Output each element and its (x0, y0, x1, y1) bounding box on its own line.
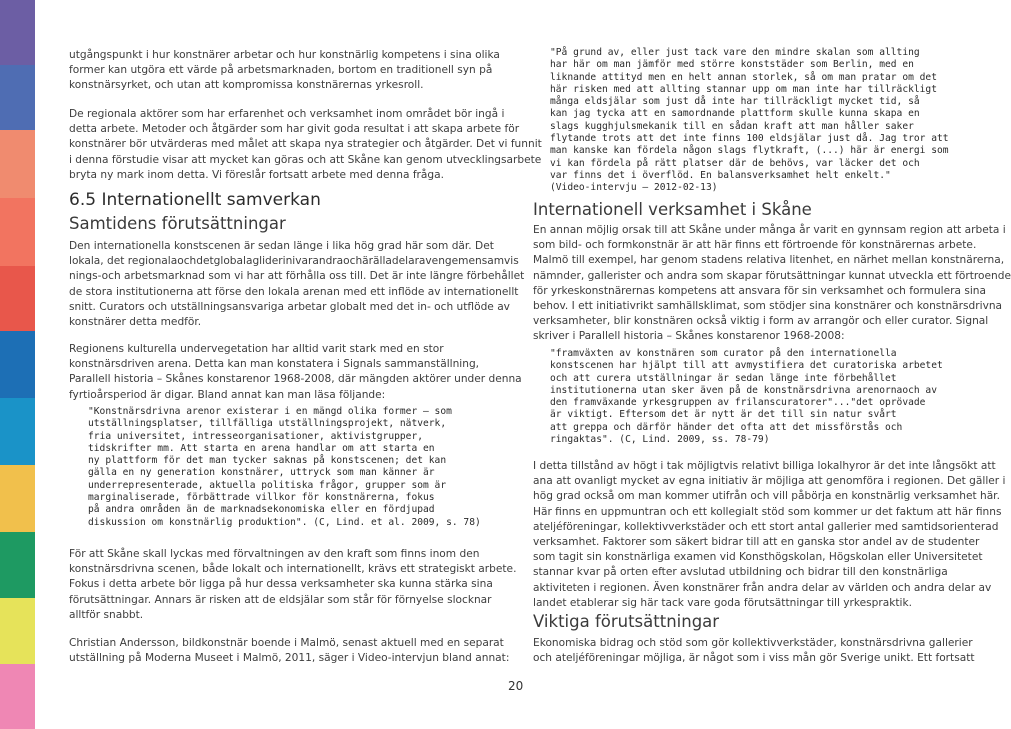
regions-paragraph: Regionens kulturella undervegetation har alltid varit stark med en stor konstnärsdriven arena. Detta kan man konstatera i Signals sammanställning, Parallell historia – Skånes konstarenor 1968-2008, där mängden aktörer under denna fyrtioårsperiod är digar. Bland annat kan man läsa följande: (69, 343, 522, 401)
color-stripe-bar (0, 0, 35, 729)
color-stripe (0, 598, 35, 664)
heading-viktiga: Viktiga förutsättningar (533, 612, 720, 631)
regional-paragraph: De regionala aktörer som har erfarenhet och verksamhet inom området bör ingå i detta arbete. Metoder och åtgärder som har givit goda resultat i att skapa arbete för konstnärer bör utvärderas med målet att skapa nya strategier och åtgärder. Det vi funnit i denna förstudie visar att mycket kan göras och att Skåne kan genom utvecklingsarbete bryta ny mark inom detta. Vi föreslår fortsatt arbete med denna fråga. (69, 108, 542, 181)
intro-paragraph: utgångspunkt i hur konstnärer arbetar och hur konstnärlig kompetens i sina olika former kan utgöra ett värde på arbetsmarknaden, bortom en traditionell syn på konstnärsyrket, och utan att kompromissa konstnärernas yrkesroll. (69, 49, 500, 92)
tillstand-paragraph: I detta tillstånd av högt i tak möjligtvis relativt billiga lokalhyror är det inte långsökt att ana att ovanligt mycket av egna initiativ är möjliga att genomföra i regionen. Det gäller i hög grad också om man kommer utifrån och vill påbörja en konstnärlig verksamhet här. Här finns en uppmuntran och ett kollegialt stöd som kommer ur det faktum att här finns ateljéföreningar, kollektivverkstäder och ett stort antal gallerier med samtidsorienterad verksamhet. Faktorer som säkert bidrar till att en ganska stor andel av de studenter som tagit sin konstnärliga examen vid Konsthögskolan, Högskolan eller Universitetet stannar kvar på orten efter avslutad utbildning och bidrar till den konstnärliga aktiviteten i regionen. Även konstnärer från andra delar av världen och andra delar av landet etablerar sig här tack vare goda förutsättningar till yrkespraktik. (533, 460, 1006, 609)
color-stripe (0, 331, 35, 398)
section-heading: 6.5 Internationellt samverkan (69, 190, 321, 210)
quote-block: "På grund av, eller just tack vare den mindre skalan som allting har här om man jämför med större konststäder som Berlin, med en liknande attityd men en helt annan storlek, så om man pratar om det här risken med att allting stannar upp om man inte har tillräckligt många eldsjälar som just då inte har tillräckligt mycket tid, så kan jag tycka att en samordnande plattform skulle kunna skapa en slags kugghjulsmekanik till en sådan kraft att man håller saker flytande trots att det inte finns 100 eldsjälar just då. Jag tror att man kanske kan fördela någon slags flytkraft, (...) här är energi som vi kan fördela på rätt platser där de behövs, var läcker det och var finns det i överflöd. En balansverksamhet helt enkelt." (Video-intervju – 2012-02-13) (550, 47, 949, 194)
heading-international: Internationell verksamhet i Skåne (533, 200, 812, 219)
color-stripe (0, 0, 35, 65)
section-subtitle: Samtidens förutsättningar (69, 214, 286, 233)
color-stripe (0, 65, 35, 130)
skane-paragraph: För att Skåne skall lyckas med förvaltningen av den kraft som finns inom den konstnärsdrivna scenen, både lokalt och internationellt, krävs ett strategiskt arbete. Fokus i detta arbete bör ligga på hur dessa verksamheter ska kunna stärka sina förutsättningar. Annars är risken att de eldsjälar som står för förnyelse slocknar alltför snabbt. (69, 548, 517, 621)
color-stripe (0, 664, 35, 729)
international-skane-paragraph: En annan möjlig orsak till att Skåne under många år varit en gynnsam region att arbeta i som bild- och formkonstnär är att här finns ett förtroende för konstnärernas arbete. Malmö till exempel, har genom stadens relativa litenhet, en närhet mellan konstnärerna, nämnder, gallerister och andra som skapar förutsättningar kunnat utveckla ett förtroende för yrkeskonstnärernas kompetens att ansvara för sin verksamhet och formulera sina behov. I ett initiativrikt samhällsklimat, som stödjer sina konstnärer och konstnärsdrivna verksamheter, blir konstnären också viktig i form av arrangör och eller curator. Signal skriver i Parallell historia – Skånes konstarenor 1968-2008: (533, 224, 1011, 343)
color-stripe (0, 198, 35, 266)
quote-block: "framväxten av konstnären som curator på den internationella konstscenen har hjälpt till att avmystifiera det curatoriska arbetet och att curera utställningar är sedan länge inte förbehållet institutionerna utan sker även på de konstnärsdrivna arenornaoch av den framväxande yrkesgruppen av frilanscuratorer"..."det oprövade är viktigt. Eftersom det är nytt är det till sin natur svårt att greppa och därför händer det ofta att det missförstås och ringaktas". (C, Lind. 2009, ss. 78-79) (550, 348, 943, 446)
color-stripe (0, 130, 35, 198)
color-stripe (0, 398, 35, 465)
christian-paragraph: Christian Andersson, bildkonstnär boende i Malmö, senast aktuell med en separat utställning på Moderna Museet i Malmö, 2011, säger i Video-intervjun bland annat: (69, 637, 510, 665)
page-number: 20 (508, 679, 524, 693)
color-stripe (0, 532, 35, 598)
quote-block: "Konstnärsdrivna arenor existerar i en mängd olika former – som utställningsplatser, tillfälliga utställningsprojekt, nätverk, fria universitet, intresseorganisationer, aktivistgrupper, tidskrifter mm. Att starta en arena handlar om att starta en ny plattform för det man tycker saknas på konstscenen; det kan gälla en ny generation konstnärer, uttryck som man känner är underrepresenterade, aktuella politiska frågor, grupper som är marginaliserade, förbättrade villkor för konstnärerna, fokus på andra områden än de marknadsekonomiska eller en fördjupad diskussion om konstnärlig produktion". (C, Lind. et al. 2009, s. 78) (88, 406, 481, 528)
color-stripe (0, 465, 35, 532)
international-paragraph: Den internationella konstscenen är sedan länge i lika hög grad här som där. Det lokala, det regionalaochdetglobalagliderinivarandraochärälladelaravengemensamvis nings-och arbetsmarknad som vi har att förhålla oss till. Det är inte längre förbehållet de stora institutionerna att förse den lokala arenan med ett inflöde av internationellt snitt. Curators och utställningsansvariga arbetar globalt med det in- och utflöde av konstnärer detta medför. (69, 240, 525, 329)
color-stripe (0, 266, 35, 331)
viktiga-paragraph: Ekonomiska bidrag och stöd som gör kollektivverkstäder, konstnärsdrivna gallerier och ateljéföreningar möjliga, är något som i viss mån gör Sverige unikt. Ett fortsatt (533, 637, 975, 665)
